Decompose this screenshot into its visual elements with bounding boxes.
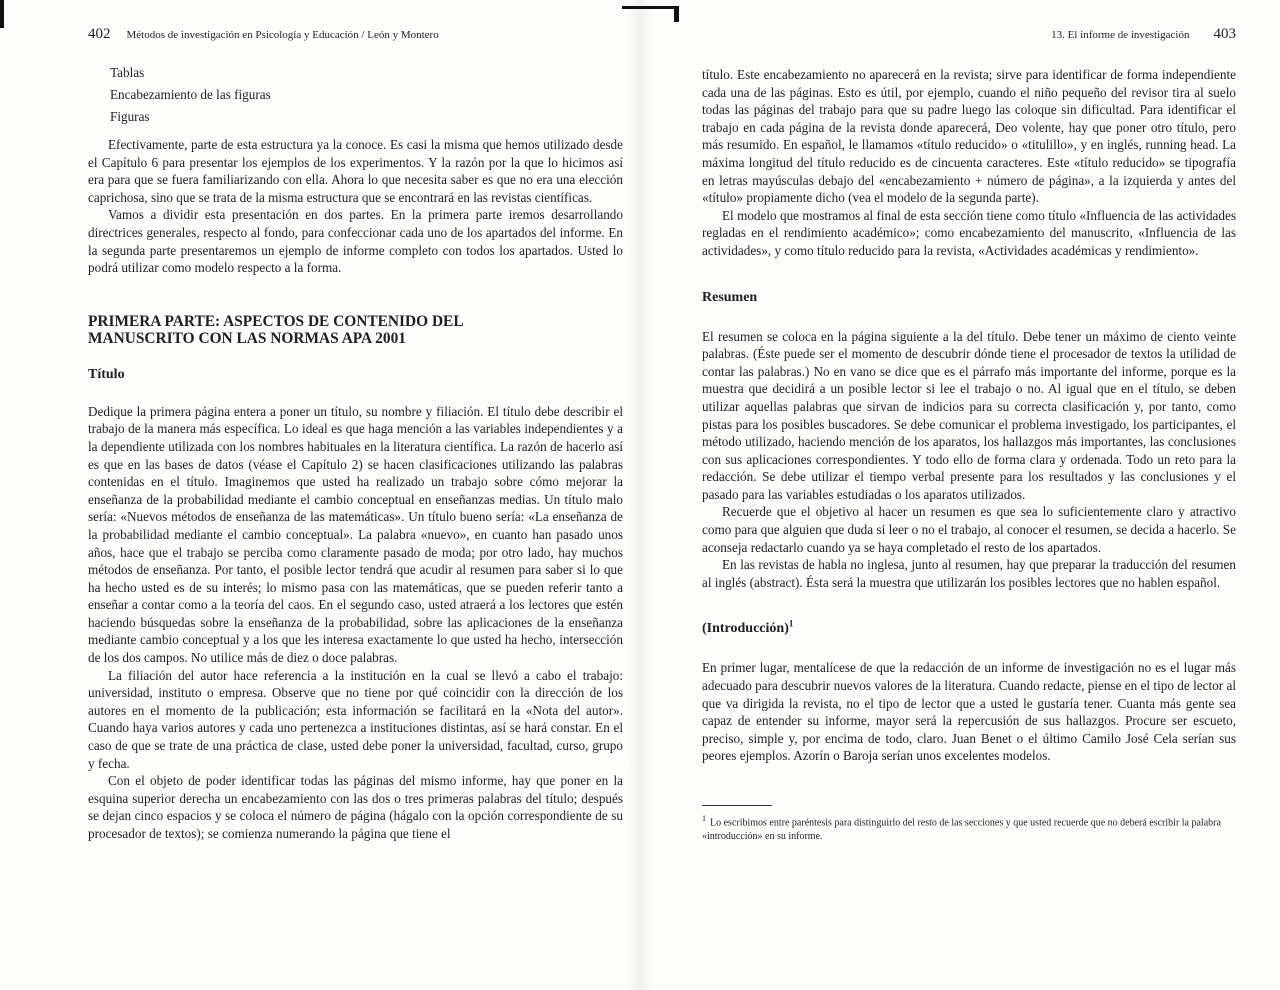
structure-list [110,62,623,128]
footnote-reference: 1 [788,618,794,629]
paragraph: El resumen se coloca en la página siguiente a la del título. Debe tener un máximo de ciento veinte palabras. (Éste puede ser el momento de descubrir dónde tiene el procesador de textos la utilidad de contar las palabras.) No en vano se dice que es el párrafo más importante del informe, porque es la muestra que decidirá a un posible lector si lee el trabajo o no. Al igual que en el título, se deben utilizar aquellas palabras que sirvan de indicios para su correcta clasificación y, por tanto, como pistas para los posibles buscadores. Se debe comunicar el problema investigado, los participantes, el método utilizado, haciendo mención de los aparatos, los hallazgos más importantes, las conclusiones con sus aplicaciones correspondientes. Y todo ello de forma clara y ordenada. Todo un reto para la redacción. Se debe utilizar el tiempo verbal presente para los resultados y las conclusiones y el pasado para las variables estudiadas o los aparatos utilizados. [702,328,1236,502]
list-item: Figuras [110,109,150,124]
right-page [640,0,1280,990]
footnote-mark: 1 [702,814,706,823]
footnote-text: Lo escribimos entre paréntesis para distinguirlo del resto de las secciones y que usted recuerde que no deberá escribir la palabra «introducción» en su informe. [702,817,1221,843]
running-head-text-left: Métodos de investigación en Psicología y Educación / León y Montero [126,29,439,41]
right-page-body [702,66,1236,844]
paragraph: La filiación del autor hace referencia a la institución en la cual se llevó a cabo el trabajo: universidad, instituto o empresa. Observe que no tiene por qué coincidir con la dirección de los autores en el momento de la publicación; esta información se facilitará en la «Nota del autor». Cuando haya varios autores y cada uno pertenezca a instituciones distintas, así se hará constar. En el caso de que se trate de una práctica de clase, usted debe poner la universidad, facultad, curso, grupo y fecha. [88,667,623,771]
running-head-left [88,26,439,43]
page-number-right: 403 [1213,26,1236,42]
page-number-left: 402 [88,26,111,42]
paragraph: El modelo que mostramos al final de esta sección tiene como título «Influencia de las actividades regladas en el rendimiento académico»; como encabezamiento del manuscrito, «Influencia de las actividades», y como título reducido para la revista, «Actividades académicas y rendimiento». [702,207,1236,258]
subheading-resumen: Resumen [702,289,758,305]
subheading-introduccion [702,618,1236,637]
left-page-body [88,62,623,843]
list-item: Encabezamiento de las figuras [110,87,271,102]
subheading-titulo: Título [88,366,125,382]
running-head-right [1051,26,1236,43]
paragraph: Vamos a dividir esta presentación en dos partes. En la primera parte iremos desarrollando directrices generales, respecto al fondo, para confeccionar cada uno de los apartados del informe. En la segunda parte presentaremos un ejemplo de informe completo con todos los apartados. Usted lo podrá utilizar como modelo respecto a la forma. [88,207,623,276]
footnote [702,812,1236,844]
running-head-text-right: 13. El informe de investigación [1051,29,1190,41]
paragraph: Con el objeto de poder identificar todas las páginas del mismo informe, hay que poner en la esquina superior derecha un encabezamiento con las dos o tres primeras palabras del título; después se dejan cinco espacios y se coloca el número de página (hágalo con la opción correspondiente de su procesador de textos); se comienza numerando la página que tiene el [88,773,623,841]
paragraph: En las revistas de habla no inglesa, junto al resumen, hay que preparar la traducción del resumen al inglés (abstract). Ésta será la muestra que utilizarán los posibles lectores que no hablen español. [702,557,1236,590]
section-title: PRIMERA PARTE: ASPECTOS DE CONTENIDO DEL MANUSCRITO CON LAS NORMAS APA 2001 [88,312,463,347]
paragraph: Recuerde que el objetivo al hacer un resumen es que sea lo suficientemente claro y atractivo como para que alguien que duda si leer o no el trabajo, al conocer el resumen, se decida a hacerlo. Se aconseja redactarlo cuando ya se haya completado el resto de los apartados. [702,504,1236,555]
paragraph: Efectivamente, parte de esta estructura ya la conoce. Es casi la misma que hemos utilizado desde el Capítulo 6 para presentar los ejemplos de los experimentos. Y la razón por la que lo hicimos así era para que se fuera familiarizando con ella. Ahora lo que necesita saber es que no era una elección caprichosa, sino que se trata de la misma estructura que se encontrará en las revistas científicas. [88,137,623,205]
paragraph: En primer lugar, mentalícese de que la redacción de un informe de investigación no es el lugar más adecuado para descubrir nuevos valores de la literatura. Cuando redacte, piense en el tipo de lector al que va dirigida la revista, no el tipo de lector que a usted le gustaría tener. Cuanta más gente sea capaz de entender su informe, mayor será la repercusión de sus hallazgos. Procure ser escueto, preciso, simple y, por encima de todo, claro. Juan Benet o el último Camilo José Cela serían sus peores ejemplos. Azorín o Baroja serían unos excelentes modelos. [702,660,1236,764]
footnote-rule [702,805,772,806]
list-item: Tablas [110,65,145,80]
subheading-introduccion-text: (Introducción) [702,621,789,637]
paragraph: título. Este encabezamiento no aparecerá en la revista; sirve para identificar de forma independiente cada una de las páginas. Esto es útil, por ejemplo, cuando el niño pequeño del revisor tira al suelo todas las páginas del trabajo para que su padre luego las coloque sin dificultad. Para identificar el trabajo en cada página de la revista donde aparecerá, Deo volente, hay que poner otro título, pero más resumido. En español, le llamamos «título reducido» o «titulillo», y en inglés, running head. La máxima longitud del título reducido es de cincuenta caracteres. Este «título reducido» se tipografía en letras mayúsculas debajo del «encabezamiento + número de página», a la izquierda y antes del «título» propiamente dicho (vea el modelo de la segunda parte). [702,67,1236,206]
paragraph: Dedique la primera página entera a poner un título, su nombre y filiación. El título debe describir el trabajo de la manera más específica. Lo ideal es que haga mención a las variables independientes y a la dependiente utilizada con los nombres habituales en la literatura científica. La razón de hacerlo así es que en las bases de datos (véase el Capítulo 2) se hacen clasificaciones utilizando las palabras contenidas en el título. Imaginemos que usted ha realizado un trabajo sobre cómo mejorar la enseñanza de la probabilidad mediante el cambio conceptual en enseñanzas medias. Un título malo sería: «Nuevos métodos de enseñanza de las matemáticas». Un título bueno sería: «La enseñanza de la probabilidad mediante el cambio conceptual». La palabra «nuevo», en cuanto han pasado unos años, hace que el trabajo se perciba como claramente pasado de moda; por otro lado, hay muchos métodos de enseñanza. Por tanto, el posible lector tendrá que acudir al resumen para saber si lo que ha hecho usted es de su interés; lo mismo pasa con las matemáticas, que se pueden referir tanto a enseñar a contar como a la teoría del caos. En el segundo caso, usted atraerá a los lectores que estén haciendo búsquedas sobre la enseñanza de la probabilidad, sobre las aplicaciones de la enseñanza mediante cambio conceptual y a los que les interesa exactamente lo que usted ha hecho, intersección de los dos campos. No utilice más de diez o doce palabras. [88,403,623,666]
